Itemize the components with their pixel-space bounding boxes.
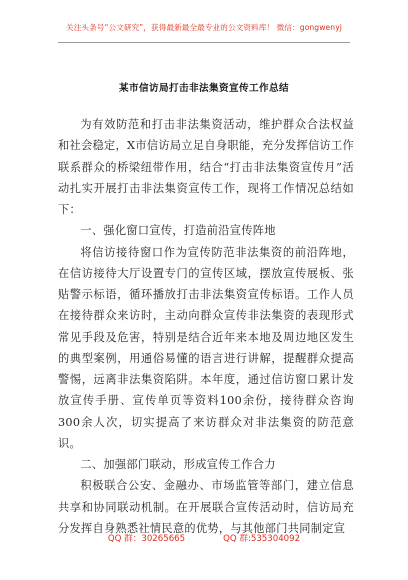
intro-paragraph: 为有效防范和打击非法集资活动，维护群众合法权益和社会稳定，X市信访局立足自身职能，充分发挥信访工作联系群众的桥梁纽带作用，结合“打击非法集资宣传月”活动扎实开展打击非法集资宣传工作，现将工作情况总结如下： xyxy=(58,118,354,216)
section-body-2: 积极联合公安、金融办、市场监管等部门，建立信息共享和协同联动机制。在开展联合宣传活动时，信访局充分发挥自身熟悉社情民意的优势，与其他部门共同制定宣 xyxy=(58,479,354,535)
document-body xyxy=(58,114,354,539)
document-title: 某市信访局打击非法集资宣传工作总结 xyxy=(119,83,289,94)
section-heading-2: 二、加强部门联动，形成宣传工作合力 xyxy=(80,458,276,471)
section-heading-1: 一、强化窗口宣传，打造前沿宣传阵地 xyxy=(80,224,276,238)
footer-qq-group-2: QQ 群:535304092 xyxy=(223,534,301,544)
header-divider xyxy=(58,42,350,43)
footer-qq-groups xyxy=(0,532,408,544)
footer-qq-group-1: QQ 群：30265665 xyxy=(107,534,186,544)
header-promo-note: 关注头条号“公文研究”，获得最新最全最专业的公文资料库！ 微信：gongwenyj xyxy=(66,23,342,32)
section-body-1: 将信访接待窗口作为宣传防范非法集资的前沿阵地，在信访接待大厅设置专门的宣传区域，摆放宣传展板、张贴警示标语，循环播放打击非法集资宣传标语。工作人员在接待群众来访时，主动向群众宣传非法集资的表现形式常见手段及危害，特别是结合近年来本地及周边地区发生的典型案例，用通俗易懂的语言进行讲解，提醒群众提高警惕，远离非法集资陷阱。本年度，通过信访窗口累计发放宣传手册、宣传单页等资料100余份，接待群众咨询300余人次，切实提高了来访群众对非法集资的防范意识。 xyxy=(58,245,354,450)
